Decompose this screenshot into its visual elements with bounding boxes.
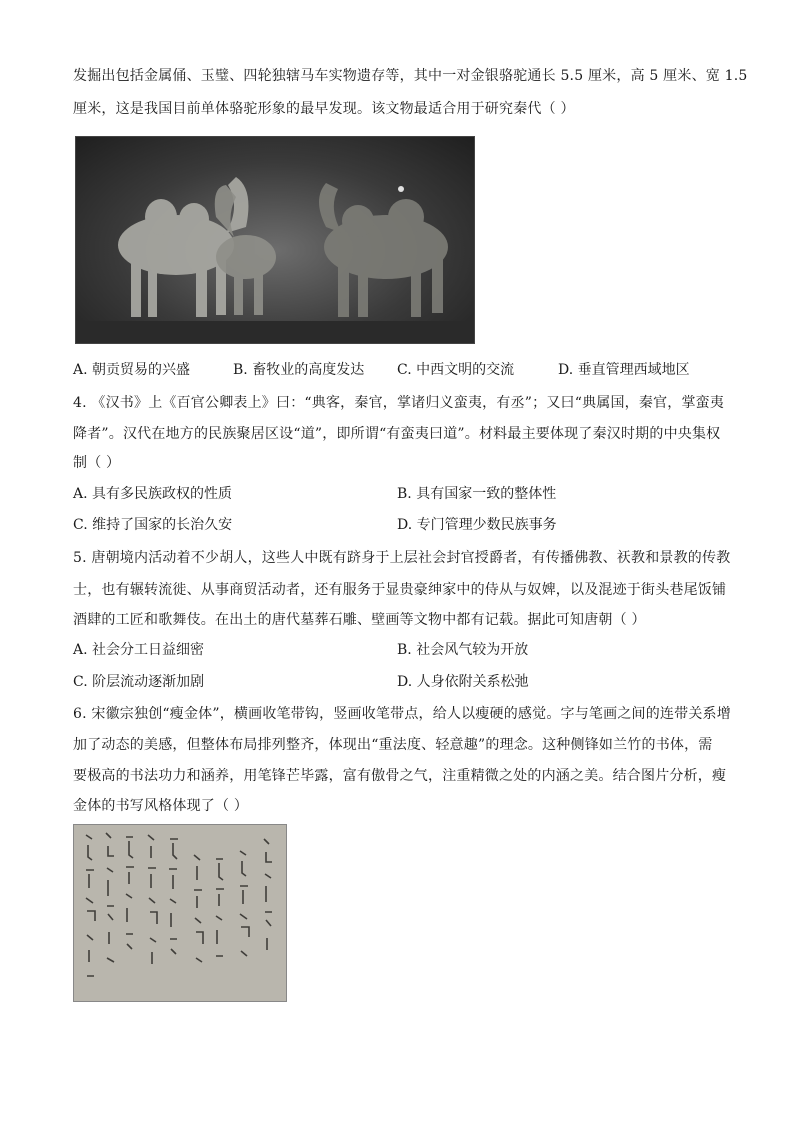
q6-text-line2: 加了动态的美感，但整体布局排列整齐，体现出“重法度、轻意趣”的理念。这种侧锋如兰竹的书体，需: [73, 737, 713, 753]
q5-option-a[interactable]: A. 社会分工日益细密: [73, 642, 205, 658]
slender-gold-calligraphy-photo: [73, 824, 287, 1002]
q3-text-line1: 发掘出包括金属俑、玉璧、四轮独辖马车实物遗存等，其中一对金银骆驼通长 5.5 厘米，高 5 厘米、宽 1.5: [73, 68, 748, 84]
q4-option-d[interactable]: D. 专门管理少数民族事务: [397, 517, 557, 533]
q5-option-c[interactable]: C. 阶层流动逐渐加剧: [73, 674, 205, 690]
q4-text-line1: 4. 《汉书》上《百官公卿表上》曰：“典客，秦官，掌诸归义蛮夷，有丞”；又曰“典属国，秦官，掌蛮夷: [73, 395, 725, 411]
q5-text-line3: 酒肆的工匠和歌舞伎。在出土的唐代墓葬石雕、壁画等文物中都有记载。据此可知唐朝（ ）: [73, 612, 646, 628]
q4-text-line3: 制（ ）: [73, 455, 121, 471]
q3-option-d[interactable]: D. 垂直管理西域地区: [558, 362, 690, 378]
q5-text-line1: 5. 唐朝境内活动着不少胡人，这些人中既有跻身于上层社会封官授爵者，有传播佛教、祆教和景教的传教: [73, 550, 731, 566]
camel-figure-icon: [76, 137, 474, 343]
bronze-camels-photo: [75, 136, 475, 344]
q4-option-c[interactable]: C. 维持了国家的长治久安: [73, 517, 233, 533]
q5-option-b[interactable]: B. 社会风气较为开放: [397, 642, 529, 658]
q4-option-b[interactable]: B. 具有国家一致的整体性: [397, 486, 557, 502]
calligraphy-strokes-icon: [74, 825, 286, 1001]
q4-text-line2: 降者”。汉代在地方的民族聚居区设“道”，即所谓“有蛮夷曰道”。材料最主要体现了秦汉时期的中央集权: [73, 426, 721, 442]
q4-option-a[interactable]: A. 具有多民族政权的性质: [73, 486, 233, 502]
q6-text-line1: 6. 宋徽宗独创“瘦金体”，横画收笔带钩，竖画收笔带点，给人以瘦硬的感觉。字与笔画之间的连带关系增: [73, 706, 731, 722]
q5-text-line2: 士，也有辗转流徙、从事商贸活动者，还有服务于显贵豪绅家中的侍从与奴婢，以及混迹于街头巷尾饭铺: [73, 582, 727, 598]
q5-option-d[interactable]: D. 人身依附关系松弛: [397, 674, 529, 690]
q3-option-a[interactable]: A. 朝贡贸易的兴盛: [73, 362, 191, 378]
q6-text-line4: 金体的书写风格体现了（ ）: [73, 798, 249, 814]
q3-option-b[interactable]: B. 畜牧业的高度发达: [233, 362, 365, 378]
q3-option-c[interactable]: C. 中西文明的交流: [397, 362, 515, 378]
q6-text-line3: 要极高的书法功力和涵养，用笔锋芒毕露，富有傲骨之气，注重精微之处的内涵之美。结合图片分析，瘦: [73, 768, 727, 784]
q3-text-line2: 厘米，这是我国目前单体骆驼形象的最早发现。该文物最适合用于研究秦代（ ）: [73, 101, 575, 117]
